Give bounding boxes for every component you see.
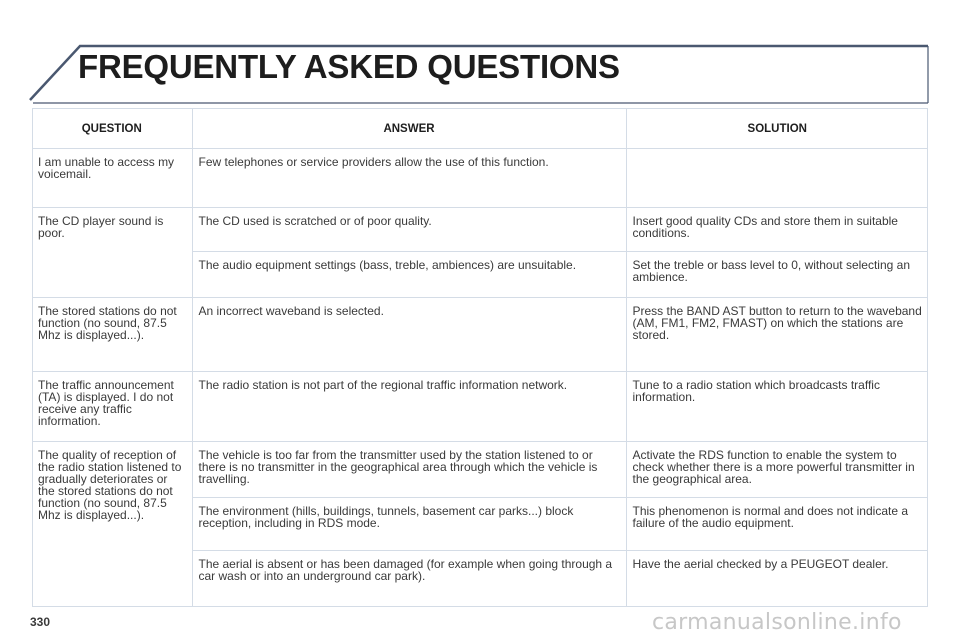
answer-cell: An incorrect waveband is selected. [192,298,626,372]
solution-cell: Insert good quality CDs and store them in suitable conditions. [626,208,928,252]
table-row [32,372,928,442]
solution-cell: Have the aerial checked by a PEUGEOT dealer. [626,551,928,607]
answer-cell: The vehicle is too far from the transmitter used by the station listened to or there is no transmitter in the geographical area through which the vehicle is travelling. [192,442,626,498]
solution-cell: Set the treble or bass level to 0, without selecting an ambience. [626,252,928,298]
answer-cell: The aerial is absent or has been damaged (for example when going through a car wash or into an underground car park). [192,551,626,607]
table-row [32,442,928,498]
faq-table [32,108,928,607]
answer-cell: Few telephones or service providers allow the use of this function. [192,149,626,208]
question-cell: The traffic announcement (TA) is displayed. I do not receive any traffic information. [32,372,192,442]
solution-cell: Tune to a radio station which broadcasts traffic information. [626,372,928,442]
question-cell: The stored stations do not function (no sound, 87.5 Mhz is displayed...). [32,298,192,372]
answer-cell: The radio station is not part of the regional traffic information network. [192,372,626,442]
question-cell: I am unable to access my voicemail. [32,149,192,208]
table-right-border [927,108,928,607]
solution-cell: This phenomenon is normal and does not indicate a failure of the audio equipment. [626,498,928,551]
solution-cell [626,149,928,208]
question-cell: The quality of reception of the radio station listened to gradually deteriorates or the stored stations do not function (no sound, 87.5 Mhz is displayed...). [32,442,192,607]
question-cell: The CD player sound is poor. [32,208,192,298]
column-header-answer: ANSWER [192,109,626,149]
table-row [32,298,928,372]
answer-cell: The audio equipment settings (bass, treble, ambiences) are unsuitable. [192,252,626,298]
answer-cell: The CD used is scratched or of poor quality. [192,208,626,252]
table-row [32,149,928,208]
column-header-solution: SOLUTION [626,109,928,149]
solution-cell: Press the BAND AST button to return to the waveband (AM, FM1, FM2, FMAST) on which the stations are stored. [626,298,928,372]
solution-cell: Activate the RDS function to enable the system to check whether there is a more powerful transmitter in the geographical area. [626,442,928,498]
column-header-question: QUESTION [32,109,192,149]
watermark: carmanualsonline.info [652,610,902,635]
table-left-border [32,108,33,607]
answer-cell: The environment (hills, buildings, tunnels, basement car parks...) block reception, including in RDS mode. [192,498,626,551]
page-header [0,0,960,108]
page-number: 330 [30,615,51,629]
table-row [32,208,928,252]
page-title: FREQUENTLY ASKED QUESTIONS [78,48,620,85]
